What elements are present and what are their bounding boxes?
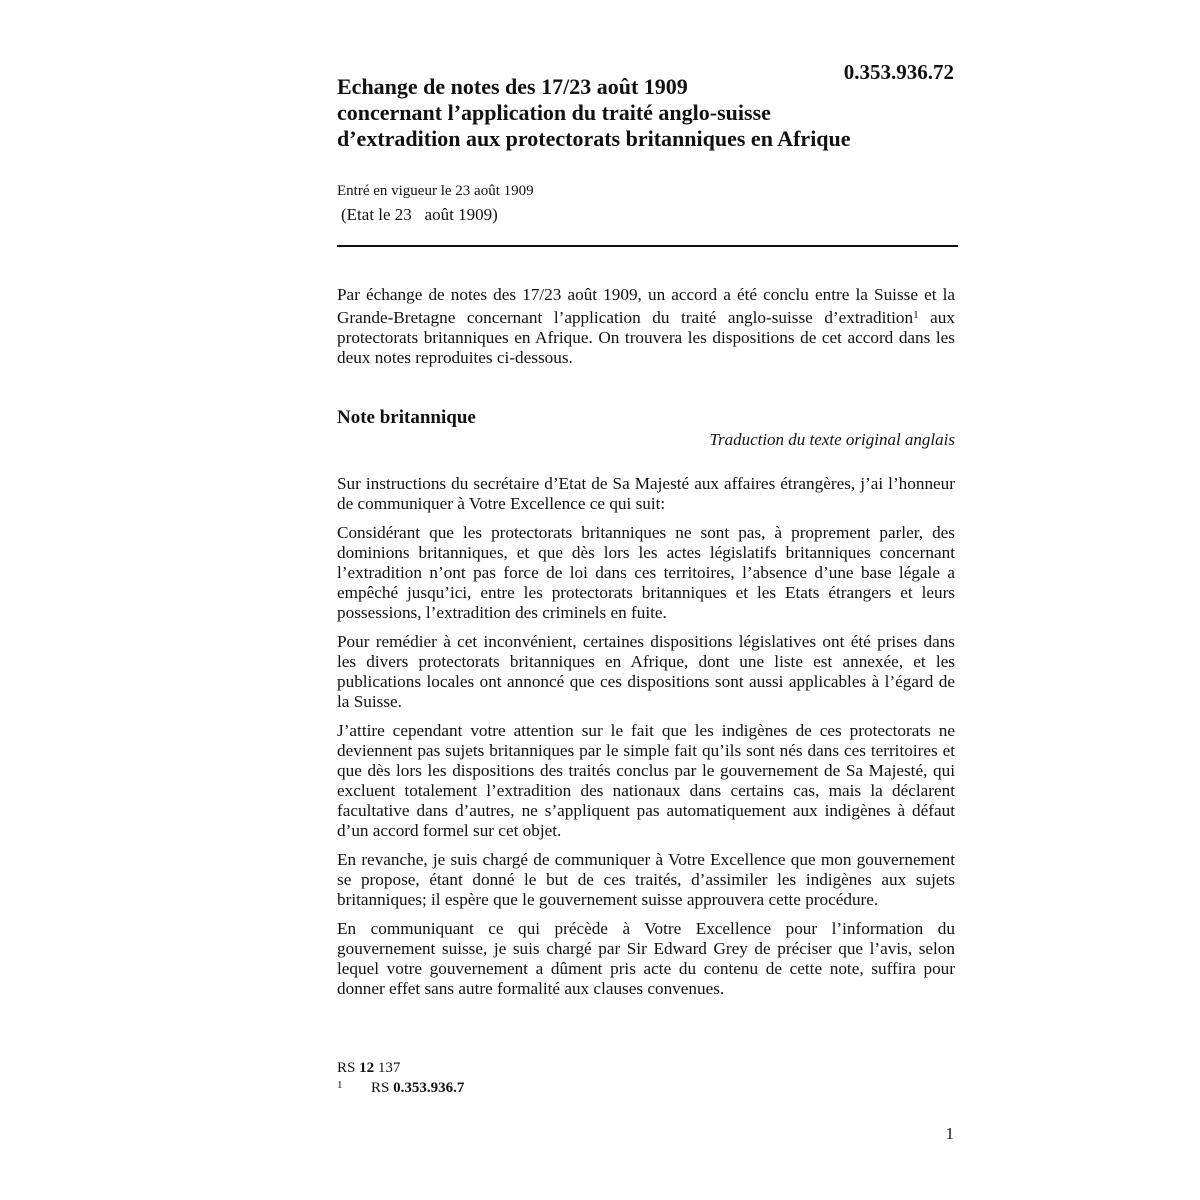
- state-date: (Etat le 23 août 1909): [341, 205, 498, 224]
- footnote-ref-link[interactable]: 0.353.936.7: [393, 1080, 465, 1096]
- footnote-reference[interactable]: 1: [913, 309, 919, 321]
- paragraph: J’attire cependant votre attention sur le fait que les indigènes de ces protectorats ne deviennent pas sujets britanniques par le simple fait qu’ils sont nés dans ces territoires et que dès lors les dispositions des traités conclus par le gouvernement de Sa Majesté, qui excluent totalement l’extradition des nationaux dans certains cas, mais la déclarent facultative dans d’autres, ne s’appliquent pas automatiquement aux indigènes à défaut d’un accord formel sur cet objet.: [337, 721, 955, 840]
- rs-volume: 12: [359, 1060, 375, 1076]
- entry-into-force: Entré en vigueur le 23 août 1909: [337, 183, 534, 199]
- paragraph: Pour remédier à cet inconvénient, certaines dispositions législatives ont été prises dans les divers protectorats britanniques en Afrique, dont une liste est annexée, et les publications locales ont annoncé que ces dispositions sont aussi applicables à l’égard de la Suisse.: [337, 632, 955, 711]
- section-title: Note britannique: [337, 407, 476, 428]
- footnote-mark: 1: [337, 1079, 343, 1091]
- intro-paragraph: [337, 285, 955, 368]
- paragraph: En revanche, je suis chargé de communiquer à Votre Excellence que mon gouvernement se propose, étant donné le but de ces traités, d’assimiler les indigènes aux sujets britanniques; il espère que le gouvernement suisse approuvera cette procédure.: [337, 850, 955, 909]
- document-meta: [337, 182, 534, 224]
- rs-page: 137: [374, 1060, 401, 1076]
- paragraph: Sur instructions du secrétaire d’Etat de Sa Majesté aux affaires étrangères, j’ai l’honneur de communiquer à Votre Excellence ce qui suit:: [337, 474, 955, 513]
- document-title: [337, 74, 937, 152]
- intro-text: Par échange de notes des 17/23 août 1909, un accord a été conclu entre la Suisse et la Grande-Bretagne concernant l’application du traité anglo-suisse d’extradition: [337, 285, 955, 327]
- footnote-prefix: RS: [371, 1080, 394, 1096]
- intro-text-continued: aux protectorats britanniques en Afrique. On trouvera les dispositions de cet accord dans les deux notes reproduites ci-dessous.: [337, 308, 955, 367]
- paragraph: En communiquant ce qui précède à Votre Excellence pour l’information du gouvernement suisse, je suis chargé par Sir Edward Grey de préciser que l’avis, selon lequel votre gouvernement a dûment pris acte du contenu de cette note, suffira pour donner effet sans autre formalité aux clauses convenues.: [337, 919, 955, 998]
- rs-prefix: RS: [337, 1060, 360, 1076]
- note-body: [337, 474, 955, 1008]
- paragraph: Considérant que les protectorats britanniques ne sont pas, à proprement parler, des dominions britanniques, et que dès lors les actes législatifs britanniques concernant l’extradition n’ont pas force de loi dans ces territoires, l’absence d’une base légale a empêché jusqu’ici, entre les protectorats britanniques et les Etats étrangers et leurs possessions, l’extradition des criminels en fuite.: [337, 523, 955, 622]
- footnote-text: [371, 1078, 464, 1098]
- translation-note: Traduction du texte original anglais: [709, 430, 955, 449]
- header-divider: [337, 245, 958, 247]
- footnotes: [337, 1058, 464, 1098]
- page-number: 1: [945, 1124, 954, 1143]
- title-line: d’extradition aux protectorats britanniques en Afrique: [337, 126, 851, 151]
- sr-number: 0.353.936.72: [843, 60, 954, 84]
- title-line: Echange de notes des 17/23 août 1909: [337, 74, 688, 99]
- footnote-1: [337, 1078, 464, 1098]
- title-line: concernant l’application du traité anglo-suisse: [337, 100, 771, 125]
